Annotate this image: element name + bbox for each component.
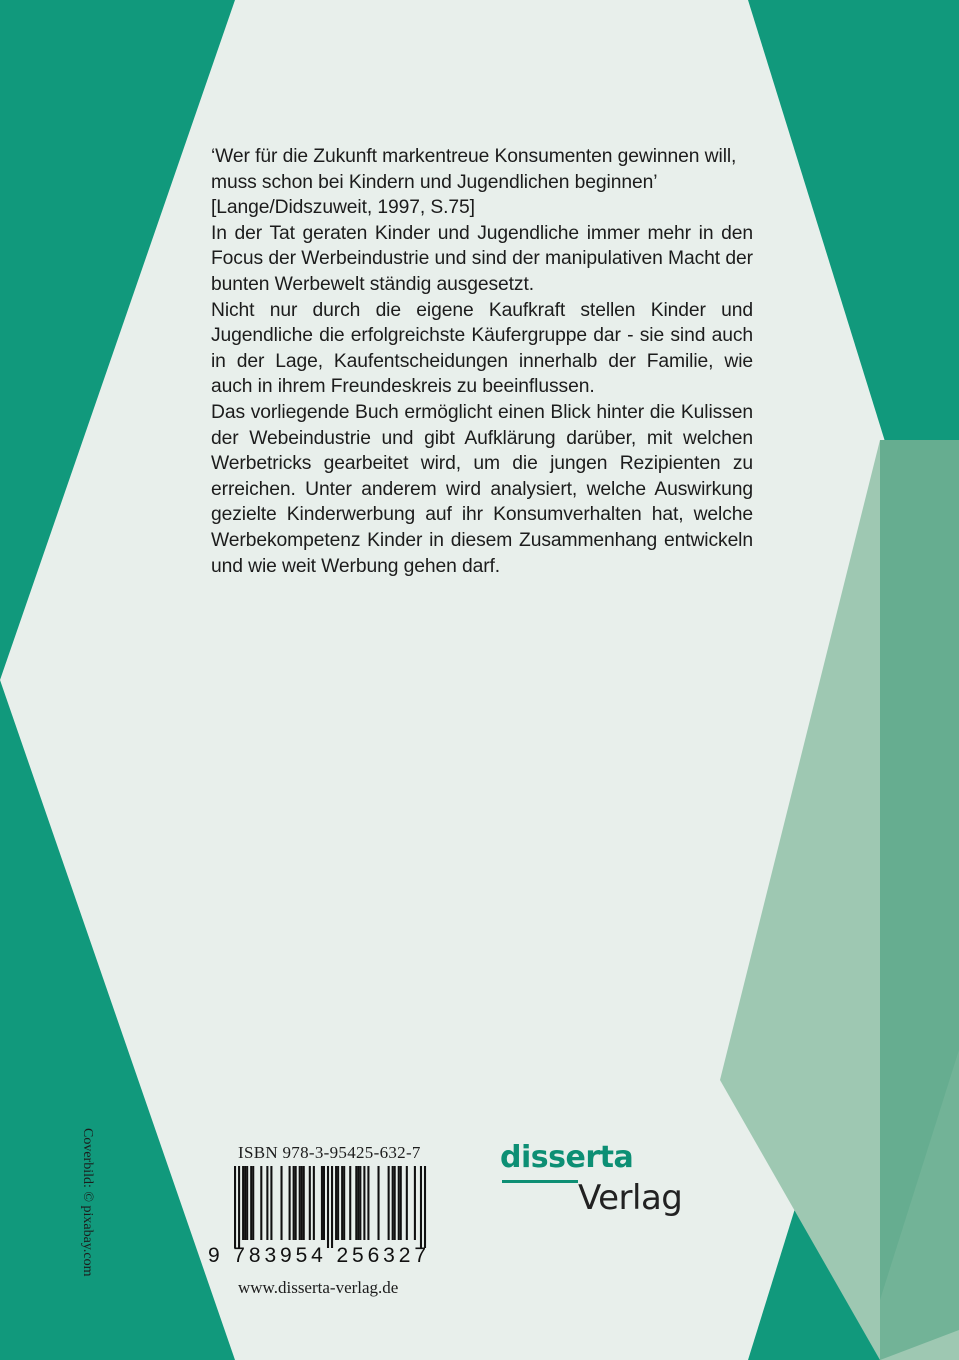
cover-image-credit: Coverbild: © pixabay.com [80,1128,95,1277]
barcode-bar [414,1166,416,1240]
barcode-bar [299,1166,301,1240]
barcode-bar [394,1166,396,1240]
barcode-bar [377,1166,379,1240]
barcode-bar [309,1166,311,1240]
barcode-bar [420,1166,422,1248]
barcode-bar [246,1166,248,1240]
barcode-bar [293,1166,295,1240]
barcode-bar [400,1166,402,1240]
decorative-band-dark [880,440,959,1360]
barcode-bar [323,1166,325,1240]
barcode-bar [260,1166,262,1240]
barcode-bar [313,1166,315,1240]
barcode-bar [335,1166,337,1240]
barcode-bar [363,1166,365,1240]
publisher-logo-verlag: Verlag [578,1178,683,1218]
publisher-logo-disserta: disserta [500,1140,634,1175]
barcode-bar [289,1166,291,1240]
barcode-bar [392,1166,394,1240]
barcode-bar [295,1166,297,1240]
barcode-bar [341,1166,343,1240]
barcode-bar [280,1166,282,1240]
barcode-bar [406,1166,408,1240]
barcode-bar [301,1166,303,1240]
barcode-bar [349,1166,351,1240]
barcode-bar [252,1166,254,1240]
barcode [208,1166,428,1266]
blurb-citation: [Lange/Didszuweit, 1997, S.75] [211,197,475,219]
barcode-bar [331,1166,333,1248]
barcode-bar [244,1166,246,1240]
blurb-paragraph-2: Nicht nur durch die eigene Kaufkraft stellen Kinder und Jugendliche die erfolgreichste Käufergruppe dar - sie sind auch in der Lage, Kaufentscheidungen innerhalb der Familie, wie auch in ihrem Freundeskreis zu beeinflussen. [211,299,753,398]
barcode-bar [266,1166,268,1240]
barcode-bar [398,1166,400,1240]
barcode-bar [359,1166,361,1240]
blurb-quote: ‘Wer für die Zukunft markentreue Konsumenten gewinnen will, muss schon bei Kindern und Jugendlichen beginnen’ [211,146,737,193]
barcode-bar [234,1166,236,1248]
blurb-paragraph-1: In der Tat geraten Kinder und Jugendliche immer mehr in den Focus der Werbeindustrie und sind der manipulativen Macht der bunten Werbewelt ständig ausgesetzt. [211,222,753,295]
publisher-url: www.disserta-verlag.de [238,1278,399,1297]
barcode-bar [238,1166,240,1248]
barcode-bar [242,1166,244,1240]
publisher-logo-rule [502,1180,578,1183]
barcode-bar [250,1166,252,1240]
barcode-bar [270,1166,272,1240]
barcode-bar [327,1166,329,1248]
barcode-bar [424,1166,426,1248]
blurb-paragraph-3: Das vorliegende Buch ermöglicht einen Blick hinter die Kulissen der Webeindustrie und gibt Aufklärung darüber, mit welchen Werbetricks gearbeitet wird, um die jungen Rezipienten zu erreichen. Unter anderem wird analysiert, welche Auswirkung gezielte Kinderwerbung auf ihr Konsumverhalten hat, welche Werbekompetenz Kinder in diesem Zusammenhang entwickeln und wie weit Werbung gehen darf. [211,401,753,577]
barcode-bar [337,1166,339,1240]
barcode-bar [303,1166,305,1240]
isbn-label: ISBN 978-3-95425-632-7 [238,1143,421,1162]
barcode-bar [367,1166,369,1240]
barcode-bar [357,1166,359,1240]
barcode-bar [388,1166,390,1240]
barcode-digits: 9 783954 256327 [208,1244,426,1266]
barcode-bar [355,1166,357,1240]
barcode-bar [321,1166,323,1240]
barcode-bar [343,1166,345,1240]
back-cover-blurb [211,144,753,579]
